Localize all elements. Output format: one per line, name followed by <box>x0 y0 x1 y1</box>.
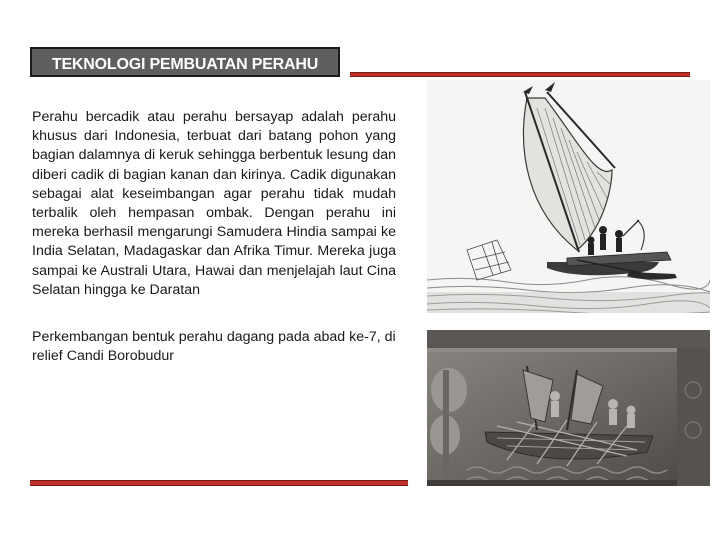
accent-rule-bottom <box>30 480 408 486</box>
borobudur-relief-image <box>427 330 710 486</box>
accent-rule-top <box>350 72 690 77</box>
outrigger-boat-image <box>427 80 710 313</box>
body-paragraph <box>32 108 396 300</box>
slide-title: TEKNOLOGI PEMBUATAN PERAHU <box>51 56 319 73</box>
title-box <box>30 47 340 77</box>
paragraph-text: Perahu bercadik atau perahu bersayap adalah perahu khusus dari Indonesia, terbuat dari batang pohon yang bagian dalamnya di keruk sehingga berbentuk lesung dan diberi cadik di bagian kanan dan kirinya. Cadik digunakan sebagai alat keseimbangan agar perahu tidak mudah terbalik oleh hempasan ombak. Dengan perahu ini mereka berhasil mengarungi Samudera Hindia sampai ke India Selatan, Madagaskar dan Afrika Timur. Mereka juga sampai ke Australi Utara, Hawai dan menjelajah laut Cina Selatan hingga ke Daratan <box>32 109 396 298</box>
image-caption: Perkembangan bentuk perahu dagang pada abad ke-7, di relief Candi Borobudur <box>32 329 396 365</box>
